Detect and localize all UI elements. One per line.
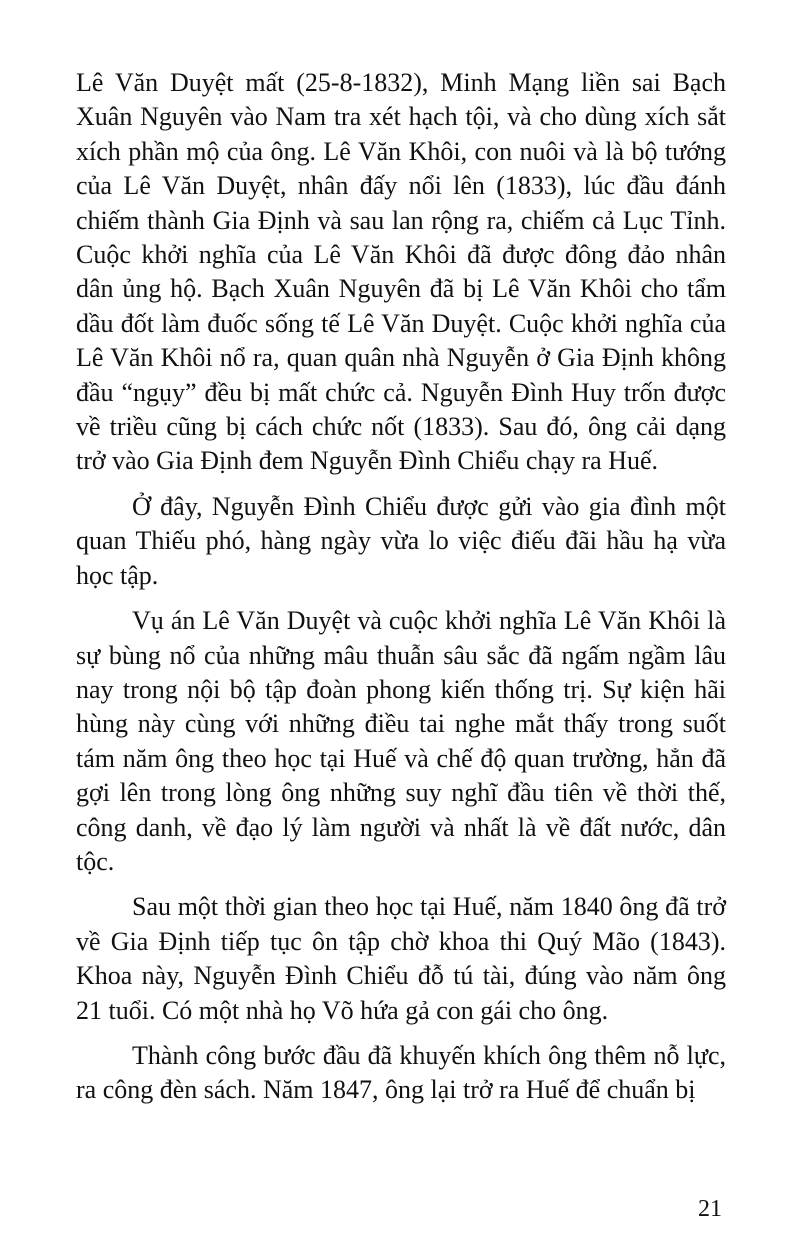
paragraph-5: Thành công bước đầu đã khuyến khích ông thêm nỗ lực, ra công đèn sách. Năm 1847, ông lại trở ra Huế để chuẩn bị	[76, 1040, 726, 1105]
paragraph-3: Vụ án Lê Văn Duyệt và cuộc khởi nghĩa Lê Văn Khôi là sự bùng nổ của những mâu thuẫn sâu sắc đã ngấm ngầm lâu nay trong nội bộ tập đoàn phong kiến thống trị. Sự kiện hãi hùng này cùng với những điều tai nghe mắt thấy trong suốt tám năm ông theo học tại Huế và chế độ quan trường, hẳn đã gợi lên trong lòng ông những suy nghĩ đầu tiên về thời thế, công danh, về đạo lý làm người và nhất là về đất nước, dân tộc.	[76, 606, 726, 876]
paragraph-4: Sau một thời gian theo học tại Huế, năm 1840 ông đã trở về Gia Định tiếp tục ôn tập chờ khoa thi Quý Mão (1843). Khoa này, Nguyễn Đình Chiểu đỗ tú tài, đúng vào năm ông 21 tuổi. Có một nhà họ Võ hứa gả con gái cho ông.	[76, 892, 726, 1025]
page-number: 21	[698, 1196, 722, 1222]
body-text	[76, 66, 726, 1108]
paragraph-2: Ở đây, Nguyễn Đình Chiểu được gửi vào gia đình một quan Thiếu phó, hàng ngày vừa lo việc điếu đãi hầu hạ vừa học tập.	[76, 491, 726, 590]
paragraph-1: Lê Văn Duyệt mất (25-8-1832), Minh Mạng liền sai Bạch Xuân Nguyên vào Nam tra xét hạch tội, và cho dùng xích sắt xích phần mộ của ông. Lê Văn Khôi, con nuôi và là bộ tướng của Lê Văn Duyệt, nhân đấy nổi lên (1833), lúc đầu đánh chiếm thành Gia Định và sau lan rộng ra, chiếm cả Lục Tỉnh. Cuộc khởi nghĩa của Lê Văn Khôi đã được đông đảo nhân dân ủng hộ. Bạch Xuân Nguyên đã bị Lê Văn Khôi cho tẩm dầu đốt làm đuốc sống tế Lê Văn Duyệt. Cuộc khởi nghĩa của Lê Văn Khôi nổ ra, quan quân nhà Nguyễn ở Gia Định không đầu “ngụy” đều bị mất chức cả. Nguyễn Đình Huy trốn được về triều cũng bị cách chức nốt (1833). Sau đó, ông cải dạng trở vào Gia Định đem Nguyễn Đình Chiểu chạy ra Huế.	[76, 68, 726, 476]
